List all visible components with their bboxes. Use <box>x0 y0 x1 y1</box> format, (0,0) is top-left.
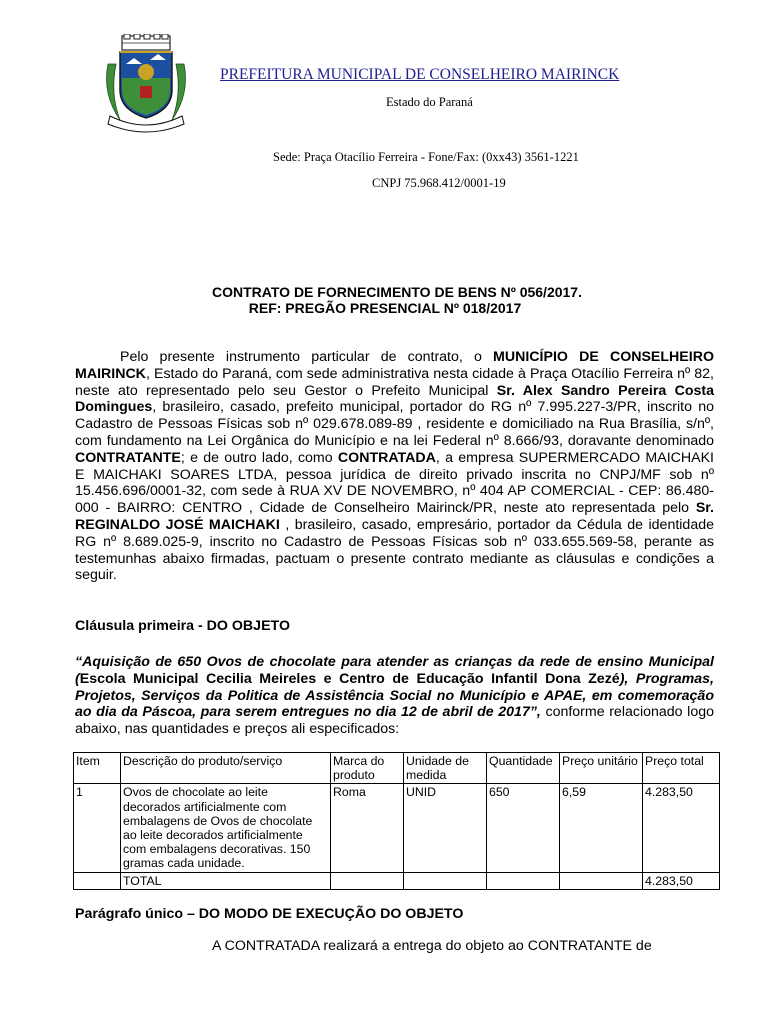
cell-item: 1 <box>74 784 121 872</box>
header-total-price: Preço total <box>643 753 720 784</box>
object-description-part4: conforme relacionado logo abaixo, nas quantidades e preços ali especificados: <box>75 704 714 738</box>
cell-total-price: 4.283,50 <box>643 784 720 872</box>
sole-paragraph-text: A CONTRATADA realizará a entrega do objeto ao CONTRATANTE de <box>212 938 652 954</box>
items-table <box>73 752 720 890</box>
header-unit-price: Preço unitário <box>560 753 643 784</box>
cell-unit-price: 6,59 <box>560 784 643 872</box>
clause-one-heading: Cláusula primeira - DO OBJETO <box>75 618 290 634</box>
preamble-segment: CONTRATADA <box>337 449 436 466</box>
preamble-segment: , brasileiro, casado, empresário, portador da Cédula de identidade RG nº 8.689.025-9, inscrito no Cadastro de Pessoas Físicas sob nº 033.655.569-58, perante as testemunhas abaixo firmadas, pactuam o presente contrato mediante as cláusulas e condições a seguir. <box>75 516 714 584</box>
clause-one-text <box>75 654 714 738</box>
header-quantity: Quantidade <box>487 753 560 784</box>
table-total-row <box>74 872 720 889</box>
preamble-segment: , brasileiro, casado, prefeito municipal, portador do RG nº 7.995.227-3/PR, inscrito no Cadastro de Pessoas Físicas sob nº 029.678.089-89 , residente e domiciliado na Rua Brasília, s/nº, com fundamento na Lei Orgânica do Município e na lei Federal nº 8.666/93, doravante denominado <box>75 399 714 449</box>
preamble-paragraph <box>75 349 714 584</box>
preamble-segment: , Estado do Paraná, com sede administrativa nesta cidade à Praça Otacílio Ferreira nº 82, neste ato representado pelo seu Gestor o Prefeito Municipal <box>75 365 714 399</box>
state-name: Estado do Paraná <box>386 95 473 109</box>
object-description-part1: “Aquisição de 650 Ovos de chocolate para atender as crianças da rede de ensino Municipal ( <box>75 654 714 687</box>
contract-title: CONTRATO DE FORNECIMENTO DE BENS Nº 056/2017. <box>212 284 582 300</box>
total-label: TOTAL <box>121 872 331 889</box>
preamble-segment: , a empresa SUPERMERCADO MAICHAKI E MAICHAKI SOARES LTDA, pessoa jurídica de direito privado inscrita no CNPJ/MF sob nº 15.456.696/0001-32, com sede à RUA XV DE NOVEMBRO, nº 404 AP COMERCIAL - CEP: 86.480-000 - BAIRRO: CENTRO , Cidade de Conselheiro Mairinck/PR, neste ato representada pelo <box>75 449 715 517</box>
object-description-part3: ), Programas, Projetos, Serviços da Politica de Assistência Social no Município e APAE, em comemoração ao dia da Páscoa, para serem entregues no dia 12 de abril de 2017”, <box>75 670 714 721</box>
preamble-segment: ; e de outro lado, como <box>180 449 338 466</box>
preamble-segment: Sr. Alex Sandro Pereira Costa Domingues <box>75 382 714 416</box>
header-unit: Unidade de medida <box>404 753 487 784</box>
preamble-segment: CONTRATANTE <box>75 449 181 466</box>
total-cell-item <box>74 872 121 889</box>
table-header-row <box>74 753 720 784</box>
cell-unit: UNID <box>404 784 487 872</box>
preamble-segment: Pelo presente instrumento particular de contrato, o <box>120 349 494 365</box>
cell-quantity: 650 <box>487 784 560 872</box>
preamble-segment: Sr. REGINALDO JOSÉ MAICHAKI <box>75 500 714 533</box>
total-cell-brand <box>331 872 404 889</box>
total-cell-quantity <box>487 872 560 889</box>
header-item: Item <box>74 753 121 784</box>
preamble-segment: MUNICÍPIO DE CONSELHEIRO MAIRINCK <box>75 349 714 382</box>
header-brand: Marca do produto <box>331 753 404 784</box>
cnpj-line: CNPJ 75.968.412/0001-19 <box>372 176 506 190</box>
cell-brand: Roma <box>331 784 404 872</box>
address-line: Sede: Praça Otacílio Ferreira - Fone/Fax: (0xx43) 3561-1221 <box>273 150 579 164</box>
header-description: Descrição do produto/serviço <box>121 753 331 784</box>
total-cell-unit <box>404 872 487 889</box>
municipal-coat-of-arms-icon <box>100 34 192 134</box>
object-description-part2: Escola Municipal Cecilia Meireles e Centro de Educação Infantil Dona Zezé <box>79 670 620 687</box>
total-value: 4.283,50 <box>643 872 720 889</box>
municipality-title: PREFEITURA MUNICIPAL DE CONSELHEIRO MAIRINCK <box>220 66 620 83</box>
total-cell-unit-price <box>560 872 643 889</box>
cell-description: Ovos de chocolate ao leite decorados artificialmente com embalagens de Ovos de chocolate ao leite decorados artificialmente com embalagens decorativas. 150 gramas cada unidade. <box>121 784 331 872</box>
table-row <box>74 784 720 872</box>
sole-paragraph-heading: Parágrafo único – DO MODO DE EXECUÇÃO DO OBJETO <box>75 906 464 922</box>
contract-reference: REF: PREGÃO PRESENCIAL Nº 018/2017 <box>248 300 522 316</box>
